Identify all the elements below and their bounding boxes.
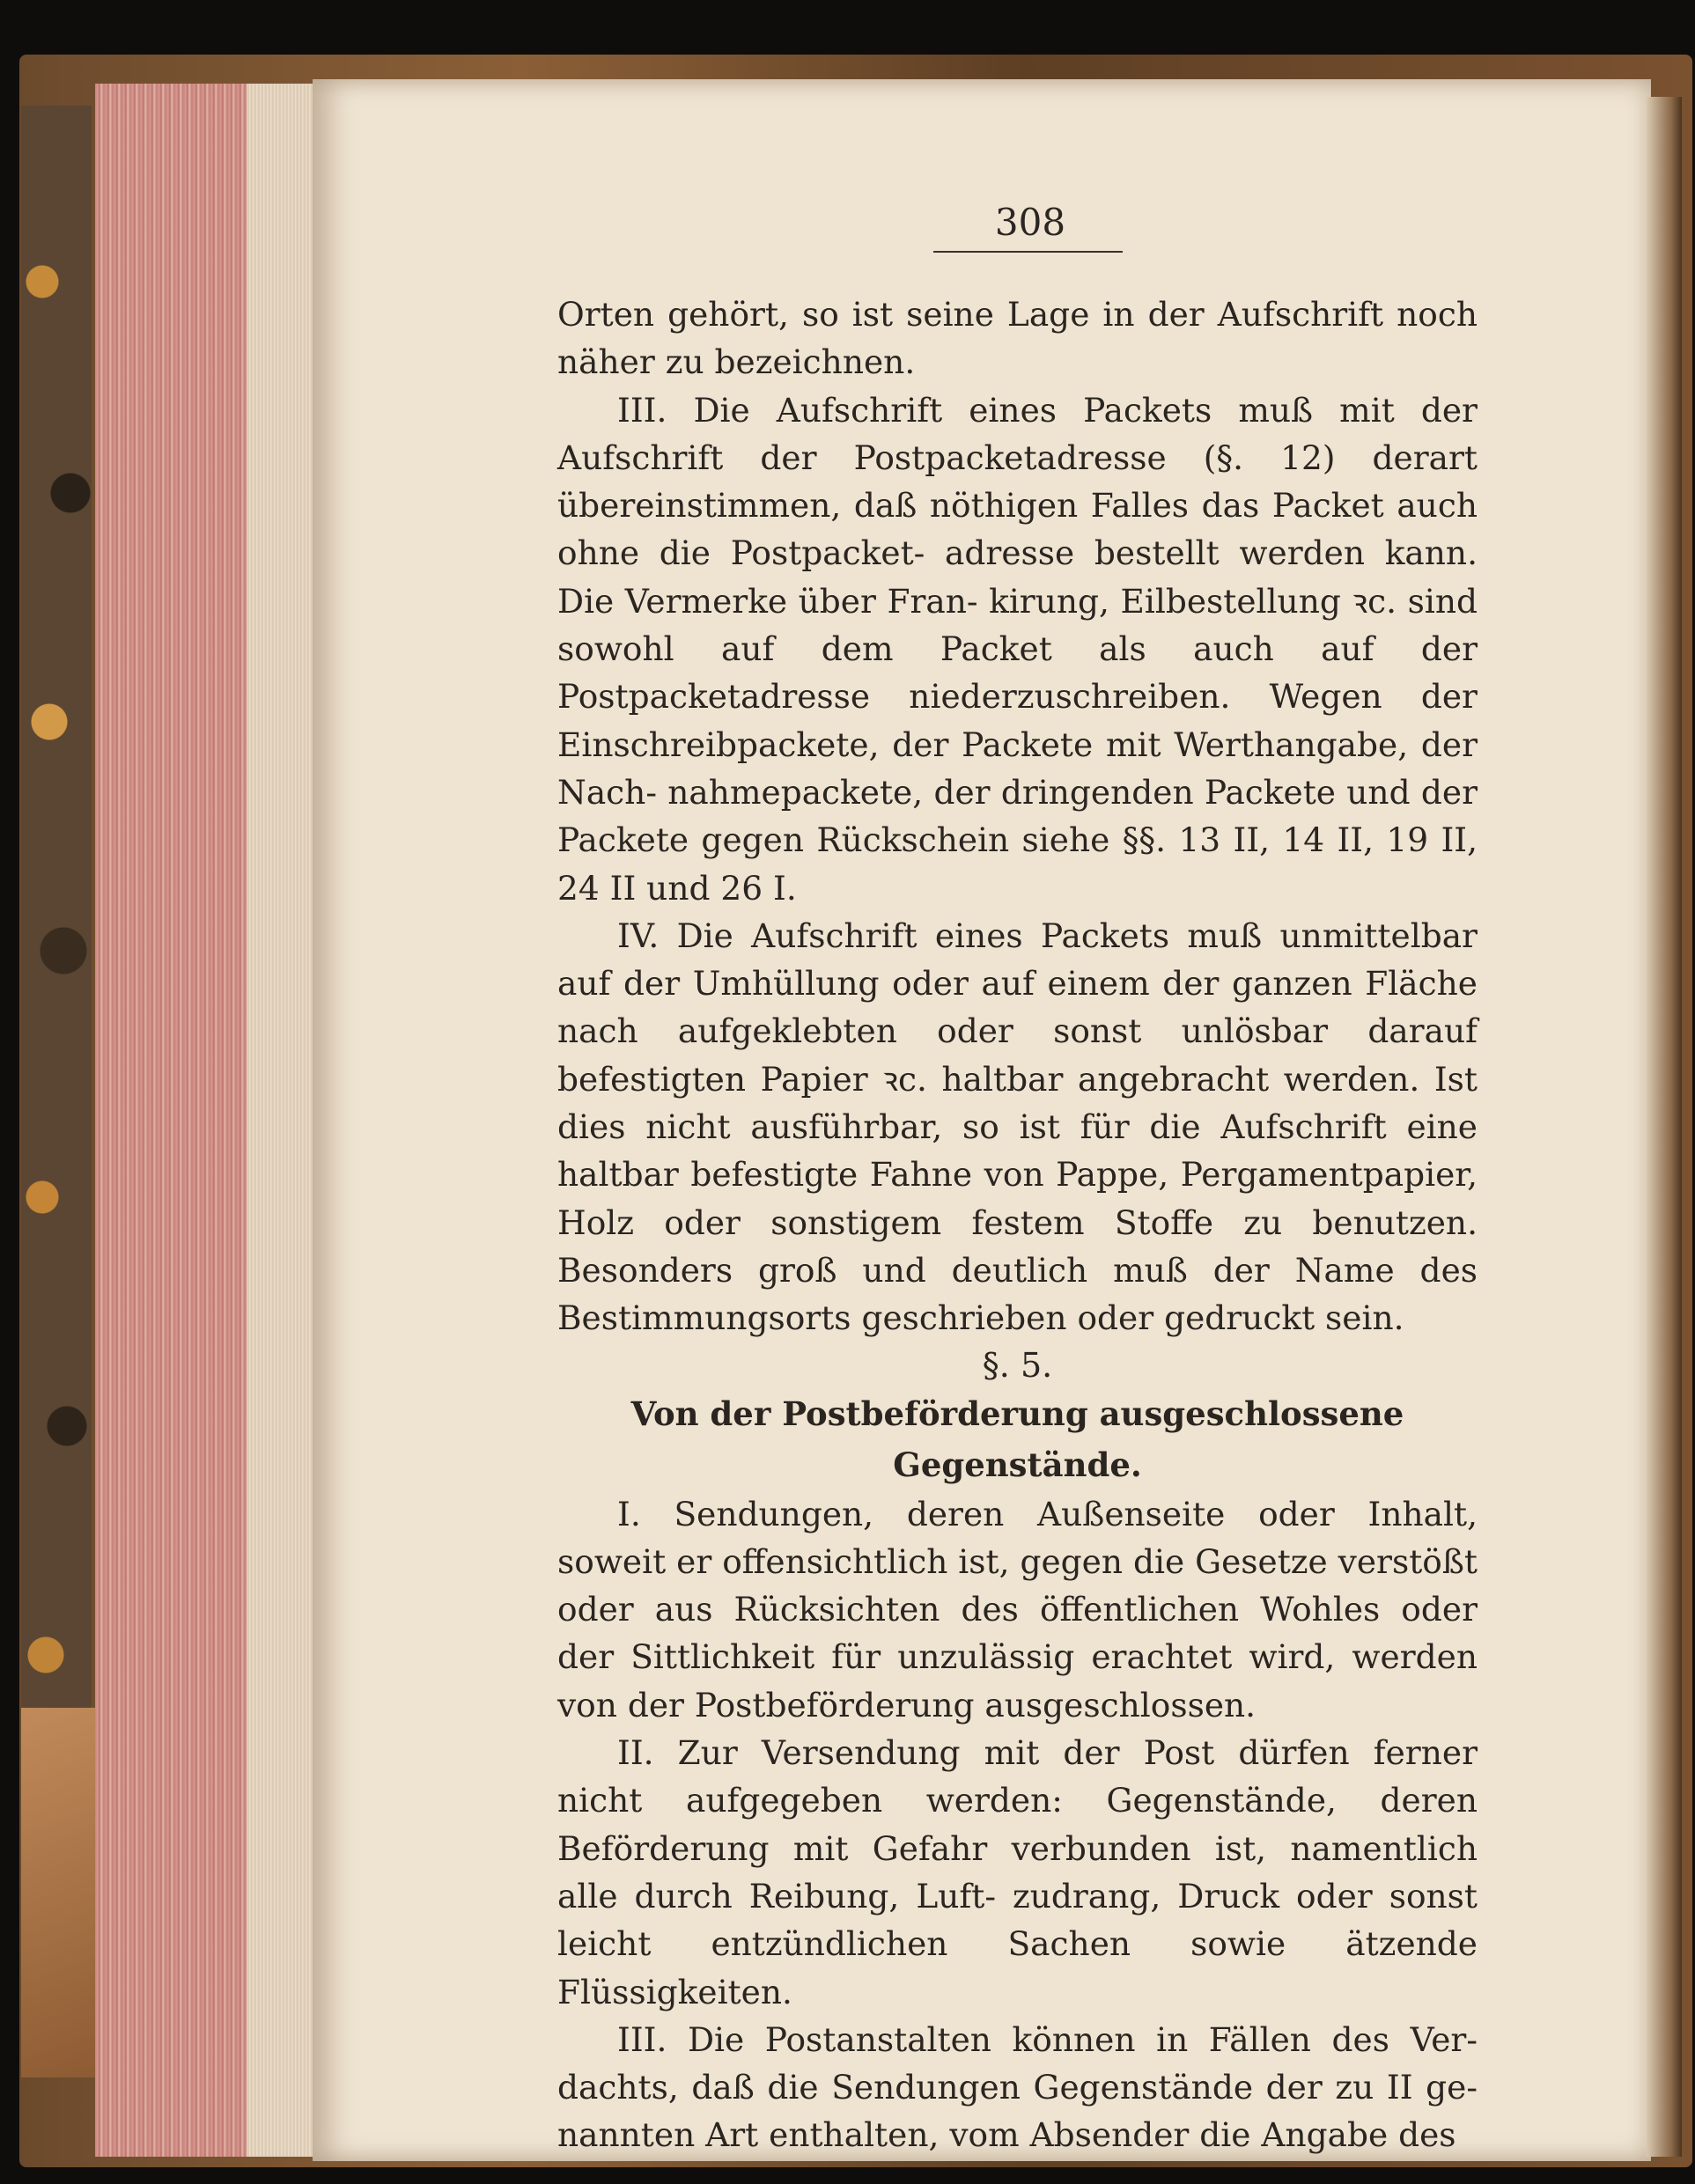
- paragraph-section5-i: I. Sendungen, deren Außenseite oder Inhalt, soweit er offensichtlich ist, gegen die Gesetze verstößt oder aus Rücksichten des öffentlichen Wohles oder der Sittlichkeit für unzulässig erachtet wird, werden von der Postbeförderung ausgeschlossen.: [557, 1494, 1478, 1724]
- page-number: 308: [994, 201, 1066, 244]
- paragraph-section5-iii: III. Die Postanstalten können in Fällen des Ver- dachts, daß die Sendungen Gegenstände der zu II ge- nannten Art enthalten, vom Absender die Angabe des: [557, 2019, 1478, 2155]
- paragraph-continuation: Orten gehört, so ist seine Lage in der Aufschrift noch näher zu bezeichnen.: [557, 295, 1478, 382]
- section-number: §. 5.: [982, 1345, 1053, 1385]
- page-text: [557, 290, 1478, 2159]
- page-number-rule: [933, 251, 1123, 253]
- leather-corner: [21, 1708, 100, 2077]
- paragraph-section5-ii: II. Zur Versendung mit der Post dürfen ferner nicht aufgegeben werden: Gegenstände, deren Beförderung mit Gefahr verbunden ist, namentlich alle durch Reibung, Luft- zudrang, Druck oder sonst leicht entzündlichen Sachen sowie ätzende Flüssigkeiten.: [557, 1733, 1478, 2011]
- page-stack-edge: [247, 84, 317, 2157]
- right-page-edge: [1647, 97, 1682, 2157]
- paragraph-iv: IV. Die Aufschrift eines Packets muß unmittelbar auf der Umhüllung oder auf einem der ganzen Fläche nach aufgeklebten oder sonst unlösbar darauf befestigten Papier ꝛc. haltbar angebracht werden. Ist dies nicht ausführbar, so ist für die Aufschrift eine haltbar befestigte Fahne von Pappe, Pergamentpapier, Holz oder sonstigem festem Stoffe zu benutzen. Besonders groß und deutlich muß der Name des Bestimmungsorts geschrieben oder gedruckt sein.: [557, 916, 1478, 1338]
- marbled-cover: [21, 106, 92, 1866]
- paragraph-iii: III. Die Aufschrift eines Packets muß mit der Aufschrift der Postpacketadresse (§. 12) derart übereinstimmen, daß nöthigen Falles das Packet auch ohne die Postpacket- adresse bestellt werden kann. Die Vermerke über Fran- kirung, Eilbestellung ꝛc. sind sowohl auf dem Packet als auch auf der Postpacketadresse niederzuschreiben. Wegen der Einschreibpackete, der Packete mit Werthangabe, der Nach- nahmepackete, der dringenden Packete und der Packete gegen Rückschein siehe §§. 13 II, 14 II, 19 II, 24 II und 26 I.: [557, 390, 1478, 908]
- section-title: Von der Postbeförderung ausgeschlossene Gegenstände.: [630, 1393, 1404, 1484]
